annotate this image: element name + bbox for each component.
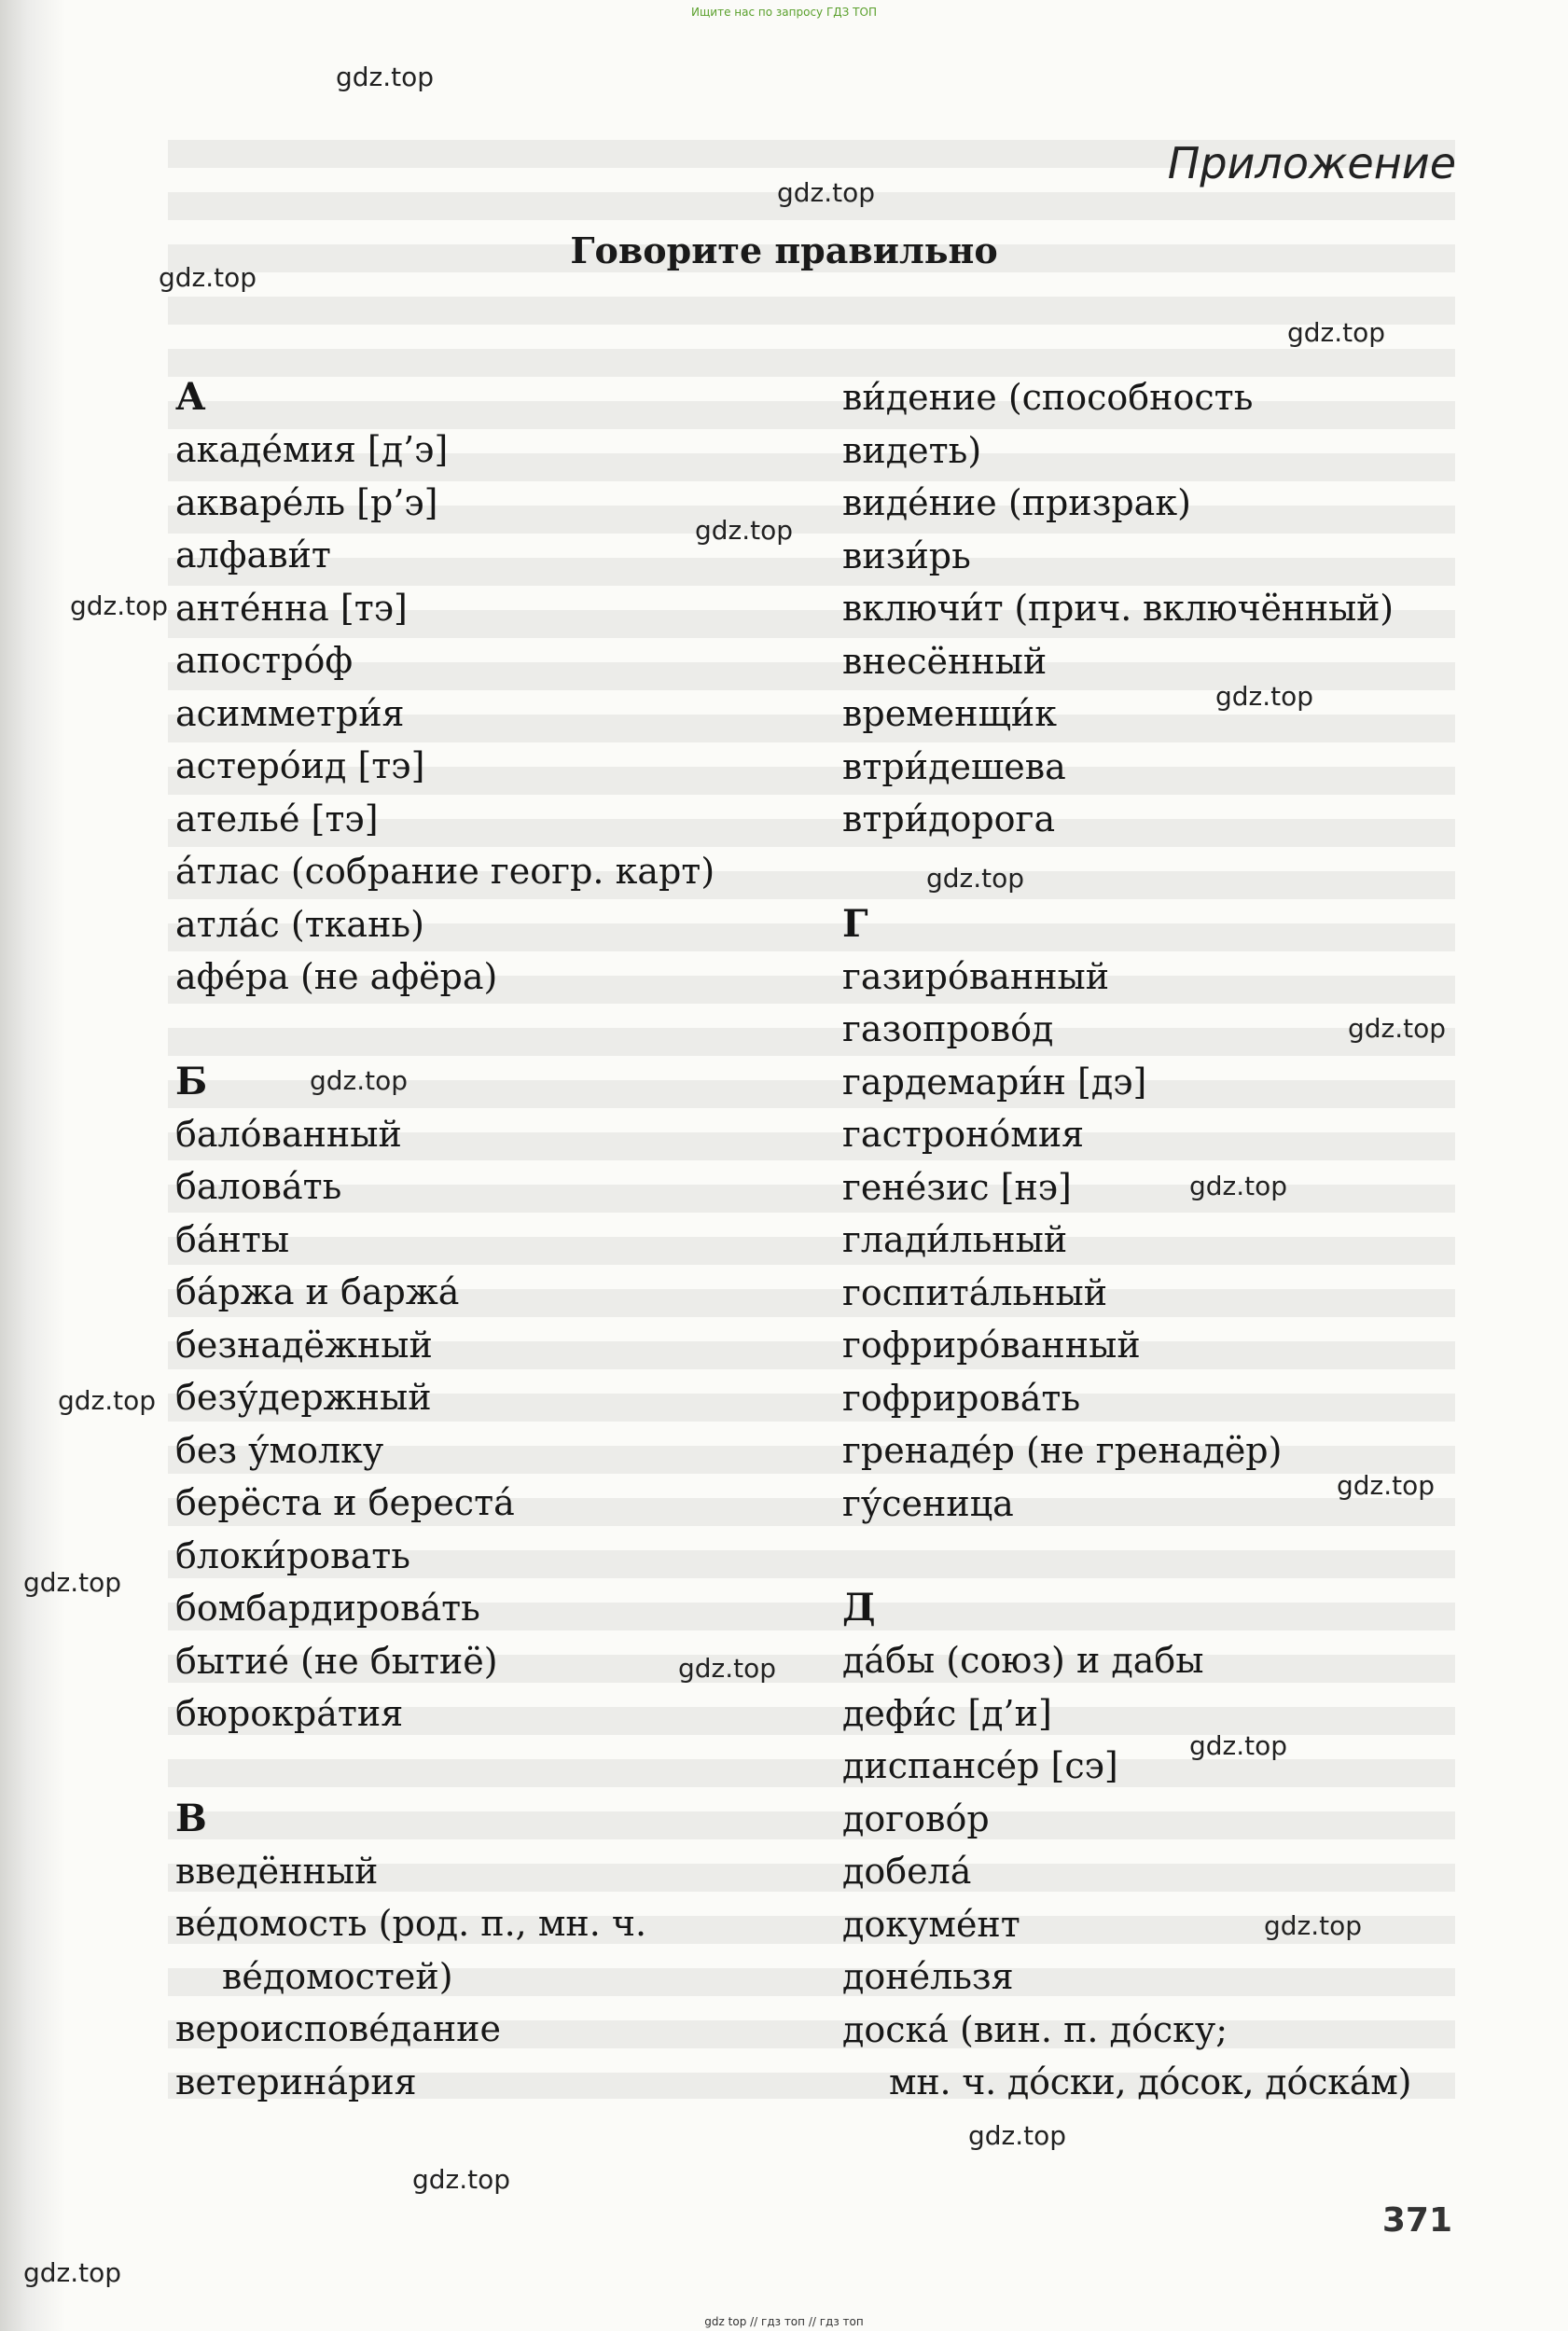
- dictionary-entry: анте́нна [тэ]: [175, 587, 408, 629]
- dictionary-entry: дефи́с [д’и]: [842, 1692, 1052, 1734]
- dictionary-entry: безу́держный: [175, 1377, 432, 1418]
- watermark: gdz.top: [678, 1653, 777, 1684]
- watermark: gdz.top: [926, 863, 1025, 894]
- dictionary-entry: ба́ржа и баржа́: [175, 1271, 460, 1312]
- dictionary-entry: бало́ванный: [175, 1113, 402, 1155]
- dictionary-entry: балова́ть: [175, 1166, 342, 1207]
- dictionary-entry: диспансе́р [сэ]: [842, 1745, 1118, 1786]
- letter-heading-a: А: [175, 375, 206, 419]
- section-header: Приложение: [1167, 138, 1456, 188]
- letter-heading-b: Б: [175, 1059, 208, 1103]
- dictionary-entry: да́бы (союз) и дабы: [842, 1640, 1204, 1681]
- dictionary-entry: глади́льный: [842, 1219, 1068, 1260]
- dictionary-entry: блоки́ровать: [175, 1534, 410, 1576]
- dictionary-entry: алфави́т: [175, 534, 331, 576]
- left-column: [175, 371, 847, 2108]
- dictionary-entry: гардемари́н [дэ]: [842, 1061, 1147, 1103]
- dictionary-entry: гренаде́р (не гренадёр): [842, 1430, 1283, 1471]
- page-number: 371: [1381, 2201, 1452, 2240]
- dictionary-entry: добела́: [842, 1851, 972, 1892]
- watermark: gdz.top: [695, 515, 794, 546]
- dictionary-entry: газиро́ванный: [842, 955, 1110, 997]
- dictionary-entry: афе́ра (не афёра): [175, 956, 498, 997]
- letter-heading-d: Д: [842, 1586, 876, 1630]
- dictionary-entry: включи́т (прич. включённый): [842, 588, 1394, 629]
- dictionary-entry: ветерина́рия: [175, 2060, 417, 2102]
- dictionary-entry: доска́ (вин. п. до́ску;: [842, 2008, 1228, 2050]
- dictionary-entry: догово́р: [842, 1797, 990, 1839]
- watermark: gdz.top: [1189, 1171, 1288, 1201]
- dictionary-entry: бытие́ (не бытиё): [175, 1640, 498, 1682]
- dictionary-entry: гене́зис [нэ]: [842, 1166, 1072, 1208]
- dictionary-entry: гастроно́мия: [842, 1114, 1085, 1155]
- dictionary-entry: втри́дорога: [842, 798, 1056, 839]
- dictionary-entry: гофриро́ванный: [842, 1325, 1141, 1366]
- dictionary-entry: временщи́к: [842, 693, 1057, 734]
- section-gap: [175, 1741, 847, 1793]
- section-gap: [842, 1530, 1495, 1582]
- dictionary-entry: госпита́льный: [842, 1271, 1108, 1313]
- dictionary-entry: ве́домость (род. п., мн. ч.: [175, 1903, 647, 1944]
- dictionary-entry: бомбардирова́ть: [175, 1588, 480, 1629]
- dictionary-entry: акаде́мия [д’э]: [175, 429, 449, 470]
- page-title: Говорите правильно: [570, 229, 998, 271]
- dictionary-entry: акваре́ль [р’э]: [175, 481, 438, 523]
- dictionary-entry: виде́ние (призрак): [842, 482, 1191, 523]
- dictionary-entry: ви́дение (способность: [842, 377, 1254, 418]
- watermark: gdz.top: [1287, 317, 1386, 348]
- dictionary-entry: внесённый: [842, 640, 1048, 682]
- watermark: gdz.top: [23, 1567, 122, 1598]
- watermark: gdz.top: [412, 2164, 511, 2195]
- dictionary-entry: а́тлас (собрание геогр. карт): [175, 851, 715, 892]
- dictionary-entry: доне́льзя: [842, 1956, 1014, 1997]
- letter-heading-g: Г: [842, 901, 868, 946]
- watermark: gdz.top: [310, 1065, 409, 1096]
- dictionary-entry: газопрово́д: [842, 1008, 1054, 1049]
- top-banner: Ищите нас по запросу ГДЗ ТОП: [691, 6, 877, 19]
- dictionary-entry: гу́сеница: [842, 1482, 1014, 1524]
- dictionary-entry: асимметри́я: [175, 692, 405, 734]
- watermark: gdz.top: [58, 1385, 157, 1416]
- dictionary-entry: вероиспове́дание: [175, 2008, 501, 2049]
- watermark: gdz.top: [777, 177, 876, 208]
- dictionary-entry: ба́нты: [175, 1218, 290, 1260]
- dictionary-entry: берёста и береста́: [175, 1482, 515, 1523]
- right-column: [842, 371, 1495, 2109]
- watermark: gdz.top: [968, 2120, 1067, 2151]
- watermark: gdz.top: [1337, 1470, 1436, 1501]
- page-binding-shadow: [0, 0, 65, 2331]
- watermark: gdz.top: [23, 2257, 122, 2288]
- watermark: gdz.top: [70, 590, 169, 621]
- watermark: gdz.top: [336, 62, 435, 92]
- dictionary-entry: докуме́нт: [842, 1903, 1020, 1945]
- watermark: gdz.top: [1264, 1910, 1363, 1941]
- dictionary-entry: без у́молку: [175, 1429, 384, 1471]
- dictionary-entry: ве́домостей): [222, 1955, 453, 1997]
- dictionary-entry: бюрокра́тия: [175, 1693, 404, 1734]
- dictionary-entry: безнадёжный: [175, 1324, 433, 1366]
- dictionary-entry: атла́с (ткань): [175, 903, 424, 945]
- section-gap: [175, 1004, 847, 1056]
- dictionary-entry: втри́дешева: [842, 745, 1066, 787]
- dictionary-entry: визи́рь: [842, 534, 971, 576]
- watermark: gdz.top: [1215, 681, 1314, 712]
- dictionary-entry: астеро́ид [тэ]: [175, 745, 425, 786]
- watermark: gdz.top: [1348, 1013, 1447, 1044]
- bottom-banner: gdz top // гдз топ // гдз топ: [704, 2315, 864, 2328]
- letter-heading-v: В: [175, 1796, 207, 1840]
- dictionary-entry: видеть): [842, 429, 982, 471]
- dictionary-entry: введённый: [175, 1850, 379, 1892]
- dictionary-entry: гофрирова́ть: [842, 1377, 1081, 1419]
- watermark: gdz.top: [1189, 1730, 1288, 1761]
- dictionary-entry: апостро́ф: [175, 640, 354, 681]
- dictionary-entry: ателье́ [тэ]: [175, 798, 379, 839]
- dictionary-entry: мн. ч. до́ски, до́сок, до́ска́м): [889, 2061, 1412, 2102]
- watermark: gdz.top: [159, 262, 257, 293]
